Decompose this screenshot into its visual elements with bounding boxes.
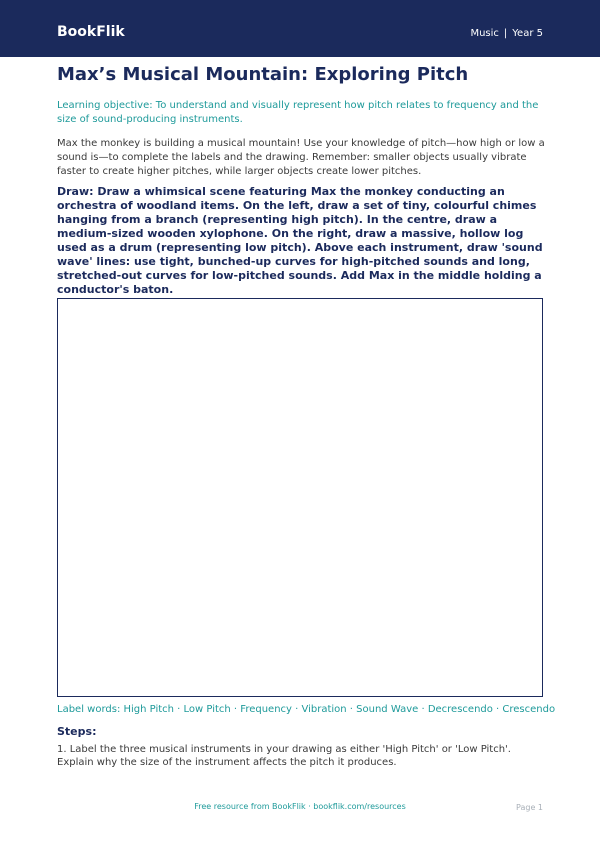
page-title: Max’s Musical Mountain: Exploring Pitch <box>57 64 469 85</box>
step-item: 1. Label the three musical instruments in your drawing as either 'High Pitch' or 'Low Pitch'. Explain why the size of the instrument affects the pitch it produces. <box>57 744 511 768</box>
brand-logo-text[interactable]: BookFlik <box>57 24 125 40</box>
subject-label: Music <box>470 28 499 39</box>
label-words: Label words: High Pitch · Low Pitch · Frequency · Vibration · Sound Wave · Decrescendo · Crescendo <box>57 704 556 715</box>
drawing-task: Draw: Draw a whimsical scene featuring Max the monkey conducting an orchestra of woodland items. On the left, draw a set of tiny, colourful chimes hanging from a branch (representing high pitch). In the centre, draw a medium-sized wooden xylophone. On the right, draw a massive, hollow log used as a drum (representing low pitch). Above each instrument, draw 'sound wave' lines: use tight, bunched-up curves for high-pitched sounds and long, stretched-out curves for low-pitched sounds. Add Max in the middle holding a conductor's baton. <box>57 185 543 296</box>
header-meta <box>470 28 543 39</box>
header-bar <box>0 0 600 57</box>
drawing-area[interactable] <box>57 298 543 697</box>
footer-text[interactable]: Free resource from BookFlik · bookflik.com/resources <box>194 802 406 811</box>
page-number: Page 1 <box>516 803 543 812</box>
intro-paragraph: Max the monkey is building a musical mountain! Use your knowledge of pitch—how high or low a sound is—to complete the labels and the drawing. Remember: smaller objects usually vibrate faster to create higher pitches, while larger objects create lower pitches. <box>57 138 545 177</box>
learning-objective: Learning objective: To understand and visually represent how pitch relates to frequency and the size of sound-producing instruments. <box>57 100 539 125</box>
steps-heading: Steps: <box>57 725 97 738</box>
meta-separator: | <box>503 28 508 39</box>
year-label: Year 5 <box>512 28 543 39</box>
